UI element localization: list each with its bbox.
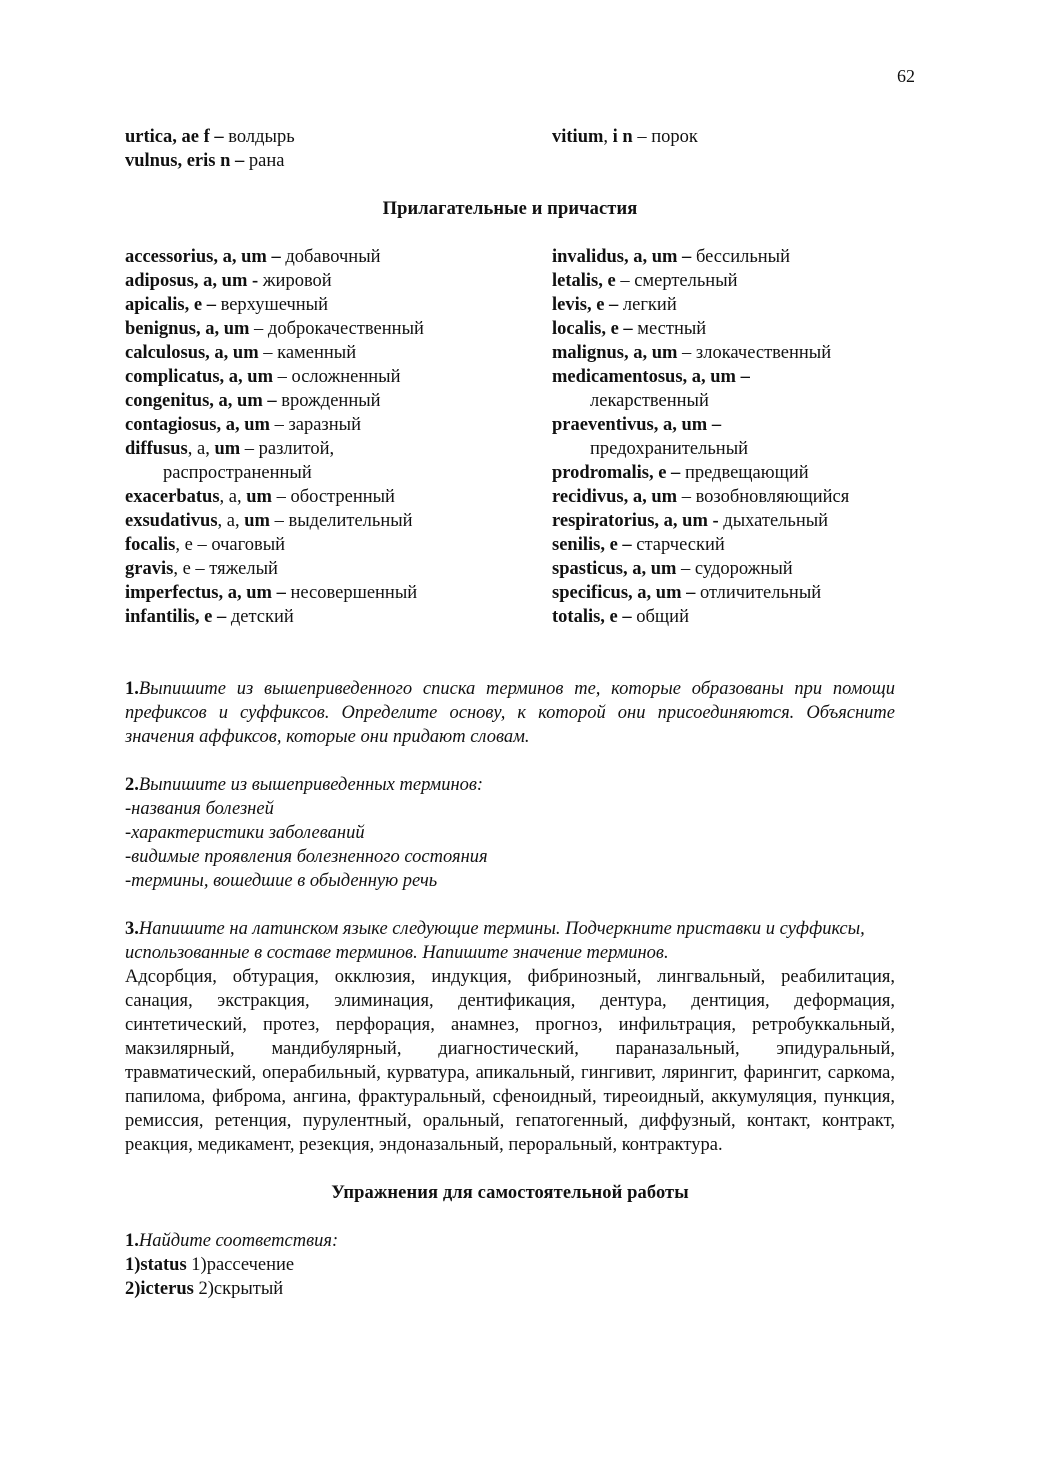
adjectives-section-title: Прилагательные и причастия xyxy=(382,199,638,219)
vocab-entry: malignus, a, um – злокачественный xyxy=(552,343,832,363)
list-item: 1)status 1)рассечение xyxy=(125,1255,295,1275)
adjectives-right-column xyxy=(552,245,895,629)
exercise-3-terms: Адсорбция, обтурация, окклюзия, индукция, фибринозный, лингвальный, реабилитация, санация, экстракция, элиминация, дентификация, дентура, дентиция, деформация, синтетический, протез, перфорация, анамнез, прогноз, инфильтрация, ретробуккальный, макзилярный, мандибулярный, диагностический, параназальный, эпидуральный, травматический, операбильный, курватура, апикальный, гингивит, лярингит, фарингит, саркома, папилома, фиброма, ангина, фрактуральный, сфеноидный, тиреоидный, аккумуляция, пункция, ремиссия, ретенция, пурулентный, оральный, гепатогенный, диффузный, контакт, контракт, реакция, медикамент, резекция, эндоназальный, пероральный, контрактура. xyxy=(125,967,895,1155)
vocab-entry: apicalis, e – верхушечный xyxy=(125,295,329,315)
vocab-entry: calculosus, a, um – каменный xyxy=(125,343,357,363)
vocab-entry: vulnus, eris n – рана xyxy=(125,151,285,171)
list-item: -названия болезней xyxy=(125,799,274,819)
exercise-2: 2.Выпишите из вышеприведенных терминов: -названия болезней -характеристики заболеваний -видимые проявления болезненного состояния -термины, вошедшие в обыденную речь xyxy=(125,773,895,893)
vocab-entry: vitium, i n – порок xyxy=(552,127,698,147)
self-work-section-title: Упражнения для самостоятельной работы xyxy=(331,1183,689,1203)
adjectives-list xyxy=(125,245,895,629)
vocab-entry: focalis, e – очаговый xyxy=(125,535,286,555)
vocab-entry: totalis, e – общий xyxy=(552,607,689,627)
vocab-entry: congenitus, a, um – врожденный xyxy=(125,391,381,411)
vocab-entry: spasticus, a, um – судорожный xyxy=(552,559,793,579)
nouns-list xyxy=(125,125,895,173)
vocab-entry: letalis, e – смертельный xyxy=(552,271,738,291)
vocab-entry: exacerbatus, a, um – обостренный xyxy=(125,487,395,507)
vocab-entry: adiposus, a, um - жировой xyxy=(125,271,332,291)
vocab-entry: urtica, ae f – волдырь xyxy=(125,127,295,147)
adjectives-left-column xyxy=(125,245,552,629)
page-content xyxy=(125,125,895,1301)
list-item: 2)icterus 2)скрытый xyxy=(125,1279,284,1299)
list-item: -видимые проявления болезненного состояния xyxy=(125,847,488,867)
vocab-entry: prodromalis, e – предвещающий xyxy=(552,463,809,483)
vocab-entry: infantilis, e – детский xyxy=(125,607,294,627)
vocab-entry: medicamentosus, a, um – лекарственный xyxy=(552,367,750,411)
nouns-left-column xyxy=(125,125,552,173)
list-item: -характеристики заболеваний xyxy=(125,823,365,843)
vocab-entry: recidivus, a, um – возобновляющийся xyxy=(552,487,850,507)
vocab-entry: exsudativus, a, um – выделительный xyxy=(125,511,413,531)
vocab-entry: benignus, a, um – доброкачественный xyxy=(125,319,424,339)
vocab-entry: complicatus, a, um – осложненный xyxy=(125,367,401,387)
page-number: 62 xyxy=(897,66,915,86)
vocab-entry: praeventivus, a, um – предохранительный xyxy=(552,415,749,459)
vocab-entry: specificus, a, um – отличительный xyxy=(552,583,822,603)
vocab-entry: imperfectus, a, um – несовершенный xyxy=(125,583,418,603)
vocab-entry: diffusus, a, um – разлитой, распространенный xyxy=(125,439,335,483)
vocab-entry: senilis, e – старческий xyxy=(552,535,725,555)
vocab-entry: invalidus, a, um – бессильный xyxy=(552,247,791,267)
list-item: -термины, вошедшие в обыденную речь xyxy=(125,871,438,891)
vocab-entry: contagiosus, a, um – заразный xyxy=(125,415,361,435)
vocab-entry: accessorius, a, um – добавочный xyxy=(125,247,381,267)
vocab-entry: levis, e – легкий xyxy=(552,295,677,315)
self-work-exercise-1: 1.Найдите соответствия: 1)status 1)рассечение 2)icterus 2)скрытый xyxy=(125,1229,895,1301)
nouns-right-column xyxy=(552,125,895,173)
vocab-entry: localis, e – местный xyxy=(552,319,707,339)
vocab-entry: respiratorius, a, um - дыхательный xyxy=(552,511,829,531)
exercise-3: 3.Напишите на латинском языке следующие термины. Подчеркните приставки и суффиксы, использованные в составе терминов. Напишите значение терминов. Адсорбция, обтурация, окклюзия, индукция, фибринозный, лингвальный, реабилитация, санация, экстракция, элиминация, дентификация, дентура, дентиция, деформация, синтетический, протез, перфорация, анамнез, прогноз, инфильтрация, ретробуккальный, макзилярный, мандибулярный, диагностический, параназальный, эпидуральный, травматический, операбильный, курватура, апикальный, гингивит, лярингит, фарингит, саркома, папилома, фиброма, ангина, фрактуральный, сфеноидный, тиреоидный, аккумуляция, пункция, ремиссия, ретенция, пурулентный, оральный, гепатогенный, диффузный, контакт, контракт, реакция, медикамент, резекция, эндоназальный, пероральный, контрактура. xyxy=(125,919,895,1155)
exercise-1: 1.Выпишите из вышеприведенного списка терминов те, которые образованы при помощи префиксов и суффиксов. Определите основу, к которой они присоединяются. Объясните значения аффиксов, которые они придают словам. xyxy=(125,679,895,747)
vocab-entry: gravis, e – тяжелый xyxy=(125,559,278,579)
